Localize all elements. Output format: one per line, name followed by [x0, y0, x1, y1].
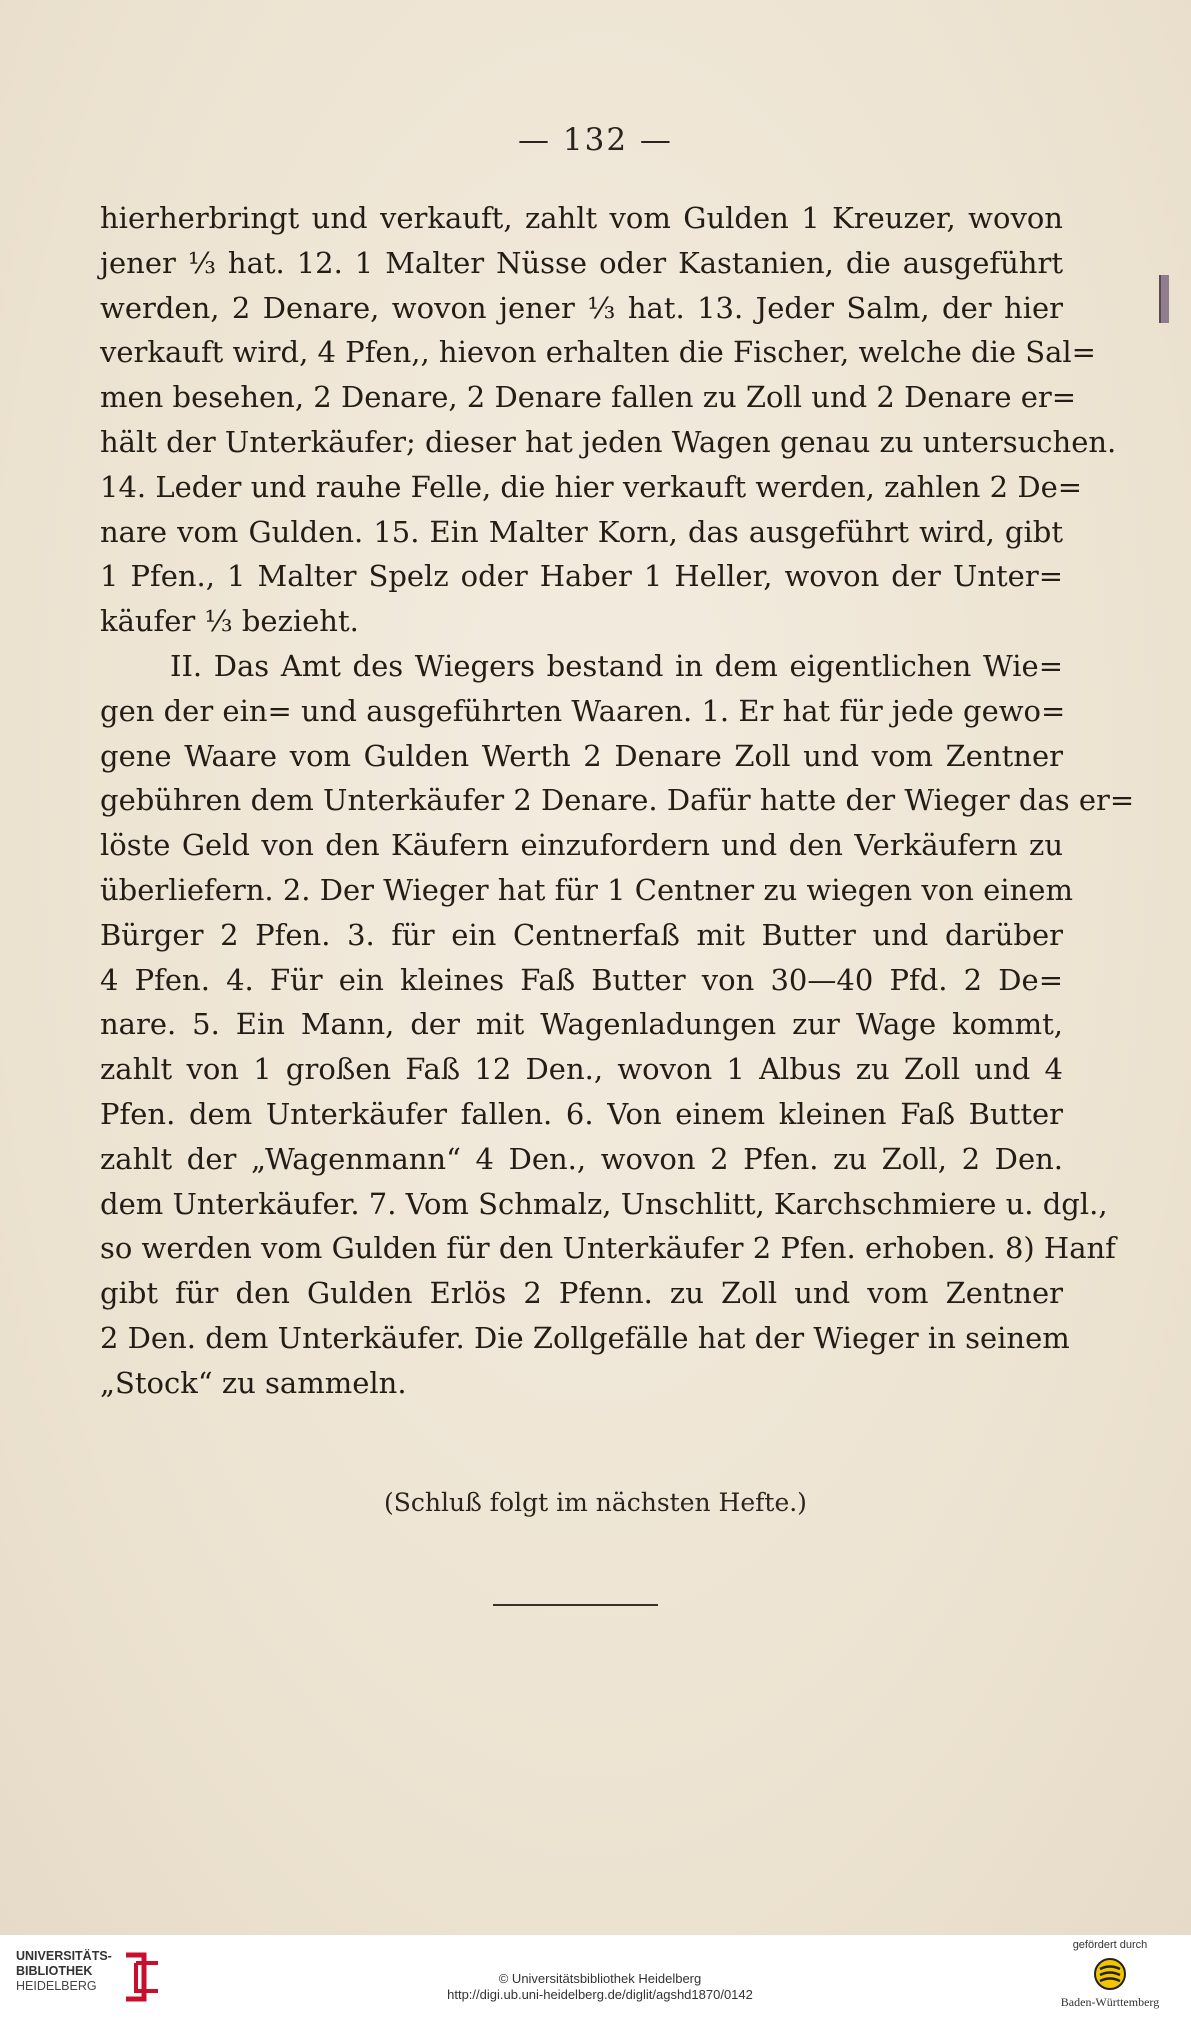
- text-line: so werden vom Gulden für den Unterkäufer 2 Pfen. erhoben. 8) Hanf: [100, 1231, 1116, 1266]
- text-line: 14. Leder und rauhe Felle, die hier verkauft werden, zahlen 2 De=: [100, 469, 1083, 504]
- text-line: 4 Pfen. 4. Für ein kleines Faß Butter von 30—40 Pfd. 2 De=: [100, 962, 1063, 997]
- text-line: löste Geld von den Käufern einzufordern und den Verkäufern zu: [100, 828, 1063, 863]
- text-line: 1 Pfen., 1 Malter Spelz oder Haber 1 Heller, wovon der Unter=: [100, 559, 1063, 594]
- margin-mark: [1159, 275, 1169, 323]
- copyright-text: © Universitätsbibliothek Heidelberg: [498, 1971, 702, 1986]
- text-line: hält der Unterkäufer; dieser hat jeden Wagen genau zu untersuchen.: [100, 424, 1117, 459]
- text-line: Bürger 2 Pfen. 3. für ein Centnerfaß mit Butter und darüber: [100, 917, 1063, 952]
- divider: [493, 1604, 658, 1606]
- text-line: verkauft wird, 4 Pfen,, hievon erhalten die Fischer, welche die Sal=: [100, 335, 1096, 370]
- text-line: gibt für den Gulden Erlös 2 Pfenn. zu Zoll und vom Zentner: [100, 1276, 1063, 1311]
- text-line: zahlt von 1 großen Faß 12 Den., wovon 1 Albus zu Zoll und 4: [100, 1052, 1063, 1087]
- library-logo-text[interactable]: [16, 1949, 126, 1994]
- footer: [0, 1935, 1191, 2019]
- text-line: II. Das Amt des Wiegers bestand in dem eigentlichen Wie=: [170, 648, 1063, 683]
- text-line: jener ⅓ hat. 12. 1 Malter Nüsse oder Kastanien, die ausgeführt: [100, 245, 1063, 280]
- text-line: gebühren dem Unterkäufer 2 Denare. Dafür hatte der Wieger das er=: [100, 783, 1135, 818]
- text-line: käufer ⅓ bezieht.: [100, 604, 359, 639]
- text-line: 2 Den. dem Unterkäufer. Die Zollgefälle hat der Wieger in seinem: [100, 1320, 1070, 1355]
- text-line: nare vom Gulden. 15. Ein Malter Korn, das ausgeführt wird, gibt: [100, 514, 1063, 549]
- copyright-block: [380, 1971, 820, 2003]
- page-number: — 132 —: [518, 122, 673, 158]
- text-line: dem Unterkäufer. 7. Vom Schmalz, Unschlitt, Karchschmiere u. dgl.,: [100, 1186, 1108, 1221]
- funder-name: Baden-Württemberg: [1060, 1995, 1160, 2009]
- text-line: „Stock“ zu sammeln.: [100, 1365, 407, 1400]
- text-line: hierherbringt und verkauft, zahlt vom Gulden 1 Kreuzer, wovon: [100, 201, 1063, 235]
- text-line: werden, 2 Denare, wovon jener ⅓ hat. 13. Jeder Salm, der hier: [100, 290, 1063, 325]
- text-line: überliefern. 2. Der Wieger hat für 1 Centner zu wiegen von einem: [100, 872, 1073, 907]
- library-name-line: BIBLIOTHEK: [16, 1964, 93, 1978]
- body-text: [100, 196, 1135, 1406]
- permalink-url[interactable]: http://digi.ub.uni-heidelberg.de/diglit/agshd1870/0142: [447, 1987, 753, 2002]
- library-name-line: UNIVERSITÄTS-: [16, 1949, 112, 1963]
- funder-block: [1040, 1939, 1180, 2010]
- library-name-line: HEIDELBERG: [16, 1979, 97, 1993]
- text-line: nare. 5. Ein Mann, der mit Wagenladungen zur Wage kommt,: [100, 1007, 1063, 1042]
- funded-by-label: gefördert durch: [1072, 1939, 1148, 1951]
- text-line: Pfen. dem Unterkäufer fallen. 6. Von einem kleinen Faß Butter: [100, 1096, 1063, 1131]
- state-seal-icon[interactable]: [1093, 1957, 1127, 1991]
- text-line: zahlt der „Wagenmann“ 4 Den., wovon 2 Pfen. zu Zoll, 2 Den.: [100, 1141, 1063, 1176]
- text-line: men besehen, 2 Denare, 2 Denare fallen zu Zoll und 2 Denare er=: [100, 380, 1077, 415]
- library-logo-icon: [122, 1949, 162, 2005]
- text-line: gene Waare vom Gulden Werth 2 Denare Zoll und vom Zentner: [100, 738, 1063, 773]
- text-line: gen der ein= und ausgeführten Waaren. 1. Er hat für jede gewo=: [100, 693, 1066, 728]
- continuation-note: (Schluß folgt im nächsten Hefte.): [384, 1488, 807, 1517]
